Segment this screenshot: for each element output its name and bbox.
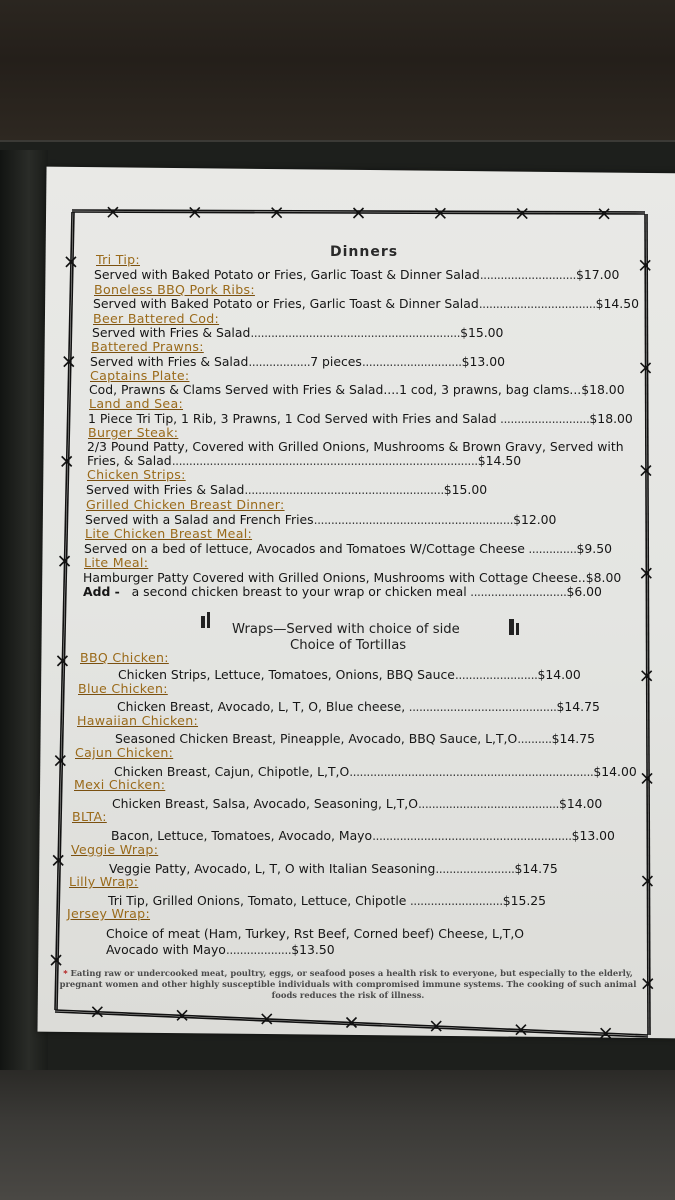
health-disclaimer: * Eating raw or undercooked meat, poultry, eggs, or seafood poses a health risk to everyone, but especially to the elderly, pregnant women and other highly susceptible individuals with compromised immune systems. The cooking of such animal foods reduces the risk of illness. <box>59 968 637 1000</box>
item-desc: Served with Fries & Salad..................7 pieces.............................$13.00 <box>90 354 505 369</box>
item-desc: 1 Piece Tri Tip, 1 Rib, 3 Prawns, 1 Cod Served with Fries and Salad ..........................$18.00 <box>88 411 633 426</box>
item-name: Beer Battered Cod: <box>93 311 220 326</box>
wrap-name: Veggie Wrap: <box>71 842 159 857</box>
item-desc: Served with Baked Potato or Fries, Garlic Toast & Dinner Salad..................................$14.50 <box>93 296 639 311</box>
item-name: Lite Meal: <box>84 555 149 570</box>
wrap-desc: Bacon, Lettuce, Tomatoes, Avocado, Mayo..........................................................$13.00 <box>111 828 615 843</box>
item-name: Battered Prawns: <box>91 339 204 354</box>
item-desc: Cod, Prawns & Clams Served with Fries & Salad....1 cod, 3 prawns, bag clams...$18.00 <box>89 382 625 397</box>
add-on-line: Add - a second chicken breast to your wrap or chicken meal ............................$6.00 <box>83 584 602 599</box>
item-name: Tri Tip: <box>96 252 140 267</box>
wrap-desc: Veggie Patty, Avocado, L, T, O with Italian Seasoning.......................$14.75 <box>109 861 558 876</box>
item-desc: Served with Baked Potato or Fries, Garlic Toast & Dinner Salad............................$17.00 <box>94 267 620 282</box>
drink-icon <box>506 615 522 637</box>
wrap-desc-cont: Avocado with Mayo...................$13.50 <box>106 942 335 957</box>
wrap-name: Mexi Chicken: <box>74 777 166 792</box>
wrap-name: Jersey Wrap: <box>67 906 151 921</box>
wrap-desc: Tri Tip, Grilled Onions, Tomato, Lettuce, Chipotle ...........................$15.25 <box>108 893 547 908</box>
item-name: Grilled Chicken Breast Dinner: <box>86 497 285 512</box>
item-name: Captains Plate: <box>90 368 190 383</box>
item-name: Burger Steak: <box>88 425 179 440</box>
wrap-name: Blue Chicken: <box>78 681 168 696</box>
item-desc: 2/3 Pound Patty, Covered with Grilled Onions, Mushrooms & Brown Gravy, Served with <box>87 439 624 454</box>
item-name: Chicken Strips: <box>87 467 186 482</box>
wrap-desc: Choice of meat (Ham, Turkey, Rst Beef, Corned beef) Cheese, L,T,O <box>106 926 525 941</box>
wrap-name: Lilly Wrap: <box>69 874 139 889</box>
wrap-desc: Chicken Breast, Avocado, L, T, O, Blue cheese, ...........................................$14.75 <box>117 699 600 714</box>
item-desc: Served on a bed of lettuce, Avocados and Tomatoes W/Cottage Cheese ..............$9.50 <box>84 541 612 556</box>
wrap-desc: Chicken Strips, Lettuce, Tomatoes, Onions, BBQ Sauce........................$14.00 <box>118 667 581 682</box>
drink-icon <box>198 610 214 630</box>
wraps-title: Wraps—Served with choice of side <box>232 622 460 637</box>
wrap-desc: Seasoned Chicken Breast, Pineapple, Avocado, BBQ Sauce, L,T,O..........$14.75 <box>115 731 595 746</box>
item-desc: Served with Fries & Salad..........................................................$15.00 <box>86 482 488 497</box>
item-desc: Hamburger Patty Covered with Grilled Onions, Mushrooms with Cottage Cheese..$8.00 <box>83 570 622 585</box>
item-desc: Served with a Salad and French Fries..........................................................$12.00 <box>85 512 557 527</box>
item-name: Boneless BBQ Pork Ribs: <box>94 282 255 297</box>
item-desc-cont: Fries, & Salad.........................................................................................$14.50 <box>87 453 522 468</box>
item-name: Land and Sea: <box>89 396 184 411</box>
dinners-title: Dinners <box>330 244 399 260</box>
item-name: Lite Chicken Breast Meal: <box>85 526 253 541</box>
wrap-name: Cajun Chicken: <box>75 745 174 760</box>
wrap-name: BLTA: <box>72 809 107 824</box>
item-desc: Served with Fries & Salad.............................................................$15.00 <box>92 325 504 340</box>
wrap-desc: Chicken Breast, Salsa, Avocado, Seasoning, L,T,O.........................................$14.00 <box>112 796 603 811</box>
wrap-desc: Chicken Breast, Cajun, Chipotle, L,T,O.......................................................................$14.00 <box>114 764 637 779</box>
wrap-name: Hawaiian Chicken: <box>77 713 199 728</box>
wraps-subtitle: Choice of Tortillas <box>290 638 407 653</box>
wrap-name: BBQ Chicken: <box>80 650 169 665</box>
